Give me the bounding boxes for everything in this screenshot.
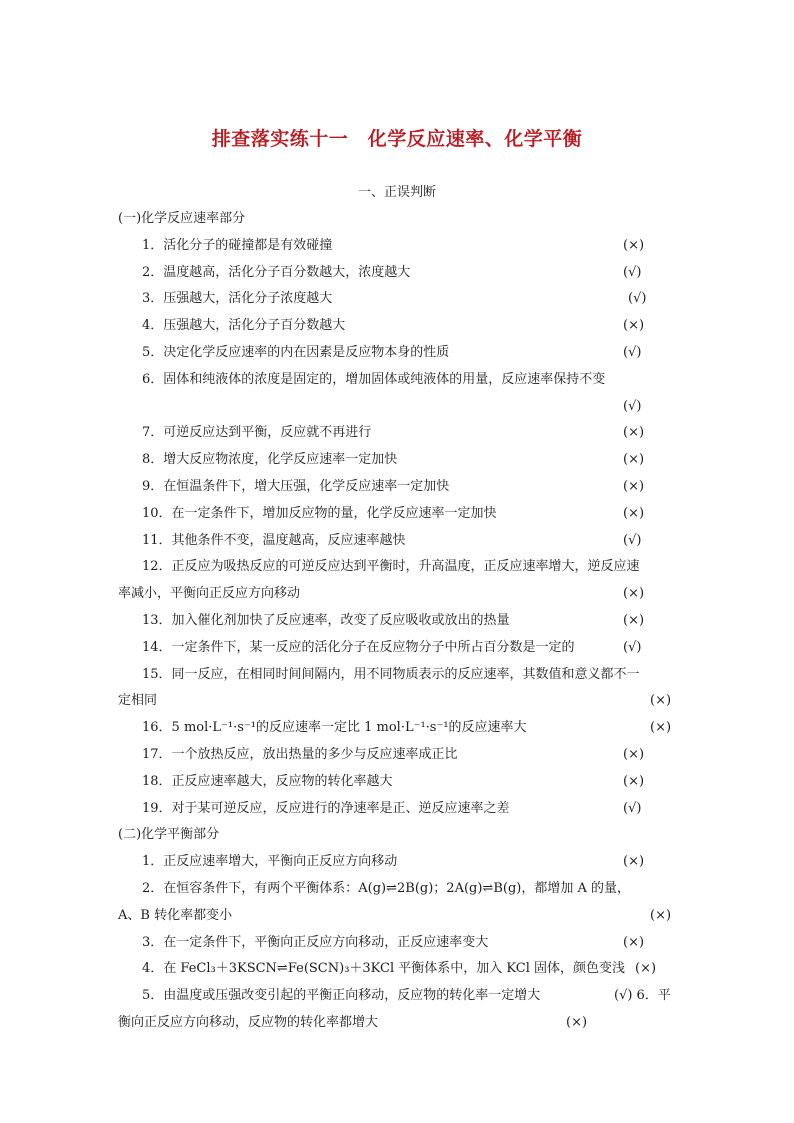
- answer-mark: (√): [623, 639, 642, 655]
- list-item: 5．决定化学反应速率的内在因素是反应物本身的性质 (√): [0, 340, 794, 367]
- list-item-continued: A、B 转化率都变小 (×): [0, 903, 794, 930]
- list-item-continued: 率减小，平衡向正反应方向移动 (×): [0, 581, 794, 608]
- list-item: 19．对于某可逆反应，反应进行的净速率是正、逆反应速率之差 (√): [0, 796, 794, 823]
- answer-mark: (×): [623, 773, 645, 789]
- answer-mark: (×): [623, 478, 645, 494]
- document-body: [0, 206, 794, 1037]
- list-item: 10．在一定条件下，增加反应物的量，化学反应速率一定加快 (×): [0, 501, 794, 528]
- page-title: 排查落实练十一 化学反应速率、化学平衡: [211, 128, 583, 150]
- list-item: 14．一定条件下，某一反应的活化分子在反应物分子中所占百分数是一定的 (√): [0, 635, 794, 662]
- list-item: 17．一个放热反应，放出热量的多少与反应速率成正比 (×): [0, 742, 794, 769]
- list-item: 5．由温度或压强改变引起的平衡正向移动，反应物的转化率一定增大 (√) 6．平: [0, 983, 794, 1010]
- answer-mark: (×): [623, 505, 645, 521]
- list-item: 4．在 FeCl₃＋3KSCN⇌Fe(SCN)₃＋3KCl 平衡体系中，加入 KCl 固体，颜色变浅 (×): [0, 956, 794, 983]
- list-item: 9．在恒温条件下，增大压强，化学反应速率一定加快 (×): [0, 474, 794, 501]
- answer-mark: (×): [650, 693, 672, 709]
- list-item: 3．在一定条件下，平衡向正反应方向移动，正反应速率变大 (×): [0, 930, 794, 957]
- answer-mark: (×): [623, 425, 645, 441]
- part-heading: (一)化学反应速率部分: [118, 211, 246, 226]
- list-item: 6．固体和纯液体的浓度是固定的，增加固体或纯液体的用量，反应速率保持不变: [142, 371, 606, 387]
- answer-mark: (√): [628, 291, 647, 307]
- answer-mark: (×): [623, 237, 645, 253]
- list-item: 3．压强越大，活化分子浓度越大 (√): [0, 286, 794, 313]
- answer-mark: (√): [623, 344, 642, 360]
- list-item: 8．增大反应物浓度，化学反应速率一定加快 (×): [0, 447, 794, 474]
- list-item: 12．正反应为吸热反应的可逆反应达到平衡时，升高温度，正反应速率增大，逆反应速: [142, 559, 640, 575]
- answer-mark: (√): [623, 398, 642, 414]
- answer-mark: (√): [623, 532, 642, 548]
- list-item: 2．在恒容条件下，有两个平衡体系：A(g)⇌2B(g)；2A(g)⇌B(g)，都增加 A 的量，: [142, 880, 630, 896]
- list-item: 7．可逆反应达到平衡，反应就不再进行 (×): [0, 420, 794, 447]
- answer-mark: (×): [623, 586, 645, 602]
- list-item: 1．正反应速率增大，平衡向正反应方向移动 (×): [0, 849, 794, 876]
- answer-mark: (√): [623, 264, 642, 280]
- answer-mark: (√): [623, 800, 642, 816]
- answer-mark: (×): [623, 934, 645, 950]
- list-item: 16．5 mol·L⁻¹·s⁻¹的反应速率一定比 1 mol·L⁻¹·s⁻¹的反应速率大 (×): [0, 715, 794, 742]
- answer-mark: (√) 6．平: [614, 988, 671, 1004]
- answer-mark: (×): [623, 612, 645, 628]
- list-item: 15．同一反应，在相同时间间隔内，用不同物质表示的反应速率，其数值和意义都不一: [142, 666, 640, 682]
- answer-mark: (×): [650, 907, 672, 923]
- list-item: 11．其他条件不变，温度越高，反应速率越快 (√): [0, 528, 794, 555]
- answer-mark: (×): [635, 961, 657, 977]
- answer-mark: (×): [566, 1014, 588, 1030]
- answer-mark: (×): [623, 854, 645, 870]
- list-item-mark: [0, 394, 794, 421]
- answer-mark: (×): [623, 746, 645, 762]
- list-item-continued: 衡向正反应方向移动，反应物的转化率都增大 (×): [0, 1010, 794, 1037]
- answer-mark: (×): [623, 318, 645, 334]
- answer-mark: (×): [623, 452, 645, 468]
- section-heading: 一、正误判断: [357, 185, 436, 200]
- part-heading: (二)化学平衡部分: [118, 827, 220, 843]
- list-item: 2．温度越高，活化分子百分数越大，浓度越大 (√): [0, 260, 794, 287]
- list-item: 13．加入催化剂加快了反应速率，改变了反应吸收或放出的热量 (×): [0, 608, 794, 635]
- list-item-continued: 定相同 (×): [0, 688, 794, 715]
- list-item: 18．正反应速率越大，反应物的转化率越大 (×): [0, 769, 794, 796]
- answer-mark: (×): [650, 720, 672, 736]
- list-item: 1．活化分子的碰撞都是有效碰撞 (×): [0, 233, 794, 260]
- list-item: 4．压强越大，活化分子百分数越大 (×): [0, 313, 794, 340]
